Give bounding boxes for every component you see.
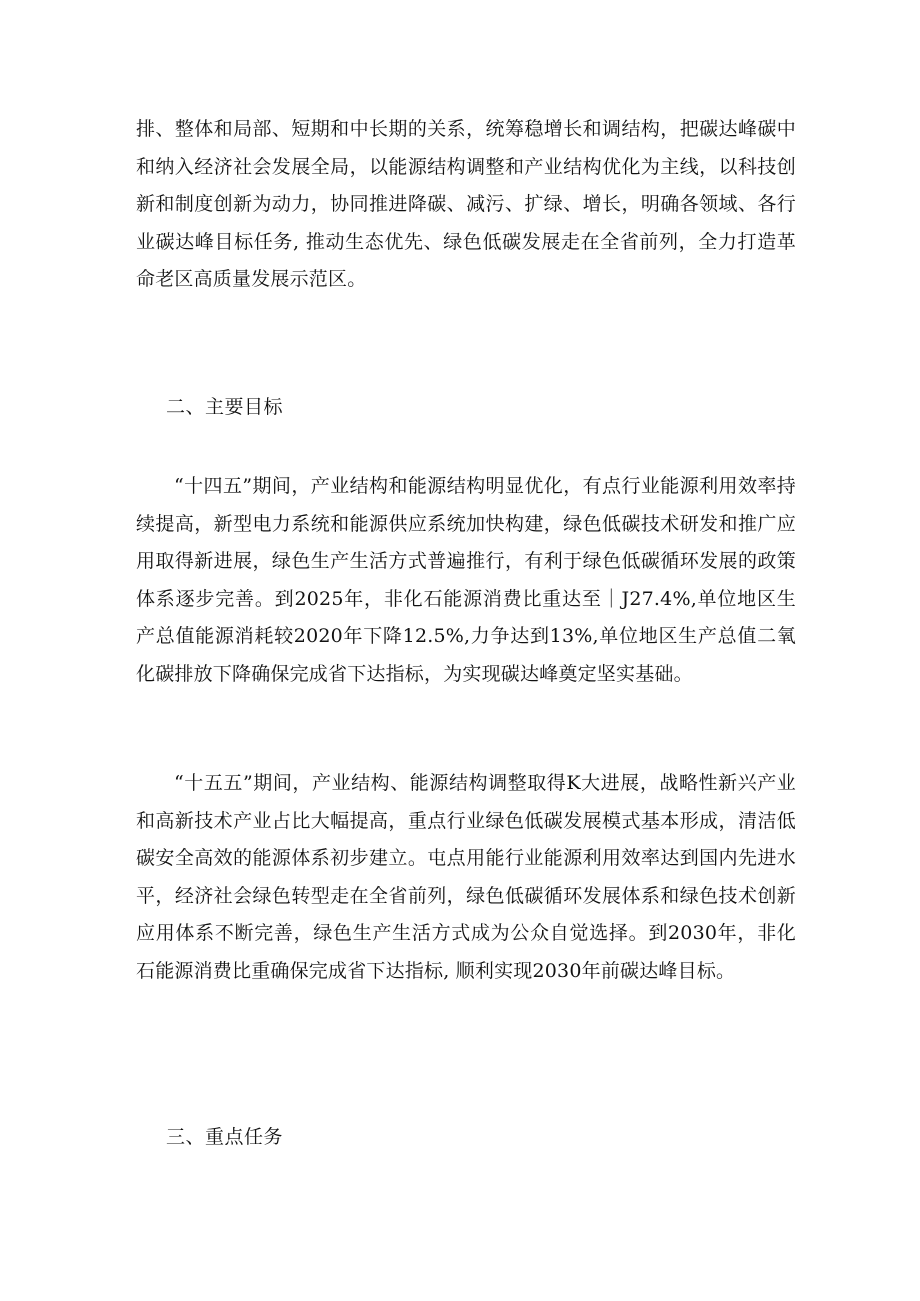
body-paragraph: “十四五”期间，产业结构和能源结构明显优化，有点行业能源利用效率持续提高，新型电力系统和能源供应系统加快构建，绿色低碳技术研发和推广应用取得新进展，绿色生产生活方式普遍推行，有利于绿色低碳循环发展的政策体系逐步完善。到2025年，非化石能源消费比重达至｜J27.4%,单位地区生产总值能源消耗较2020年下降12.5%,力争达到13%,单位地区生产总值二氧化碳排放下降确保完成省下达指标，为实现碳达峰奠定坚实基础。 [136, 475, 796, 685]
section-heading-key-tasks: 三、重点任务 [166, 1126, 284, 1148]
section-heading-main-goals: 二、主要目标 [166, 396, 284, 418]
body-paragraph: 排、整体和局部、短期和中长期的关系，统筹稳增长和调结构，把碳达峰碳中和纳入经济社会发展全局，以能源结构调整和产业结构优化为主线，以科技创新和制度创新为动力，协同推进降碳、减污、扩绿、增长，明确各领域、各行业碳达峰目标任务, 推动生态优先、绿色低碳发展走在全省前列，全力打造革命老区高质量发展示范区。 [136, 118, 796, 290]
body-paragraph: “十五五”期间，产业结构、能源结构调整取得K大进展，战略性新兴产业和高新技术产业占比大幅提高，重点行业绿色低碳发展模式基本形成，清洁低碳安全高效的能源体系初步建立。屯点用能行业能源利用效率达到国内先进水平，经济社会绿色转型走在全省前列，绿色低碳循环发展体系和绿色技术创新应用体系不断完善，绿色生产生活方式成为公众自觉选择。到2030年，非化石能源消费比重确保完成省下达指标, 顺利实现2030年前碳达峰目标。 [136, 772, 796, 982]
